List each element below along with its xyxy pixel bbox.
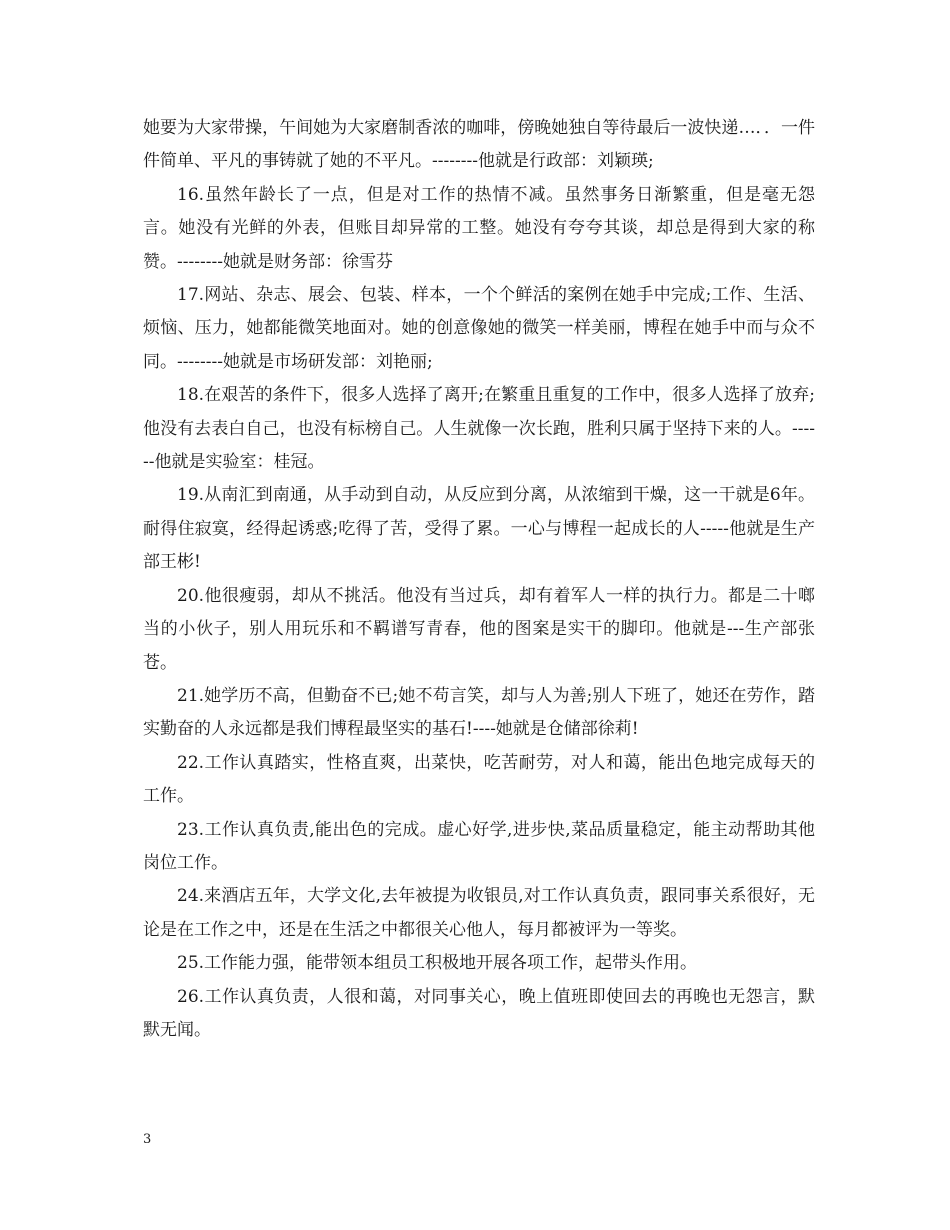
- paragraph-item-19: 19.从南汇到南通，从手动到自动，从反应到分离，从浓缩到干燥，这一干就是6年。耐得住寂寞，经得起诱惑;吃得了苦，受得了累。一心与博程一起成长的人-----他就是生产部王彬!: [143, 485, 815, 573]
- paragraph-item-17: 17.网站、杂志、展会、包装、样本，一个个鲜活的案例在她手中完成;工作、生活、烦恼、压力，她都能微笑地面对。她的创意像她的微笑一样美丽，博程在她手中而与众不同。--------她就是市场研发部：刘艳丽;: [143, 285, 815, 372]
- paragraph-item-22: 22.工作认真踏实，性格直爽，出菜快，吃苦耐劳，对人和蔼，能出色地完成每天的工作。: [143, 752, 815, 807]
- paragraph-item-25: 25.工作能力强，能带领本组员工积极地开展各项工作，起带头作用。: [177, 953, 698, 974]
- paragraph-item-23: 23.工作认真负责,能出色的完成。虚心好学,进步快,菜品质量稳定，能主动帮助其他岗位工作。: [143, 819, 815, 873]
- paragraph-item-18: 18.在艰苦的条件下，很多人选择了离开;在繁重且重复的工作中，很多人选择了放弃;他没有去表白自己，也没有标榜自己。人生就像一次长跑，胜利只属于坚持下来的人。------他就是实验室：桂冠。: [143, 385, 815, 473]
- paragraph-item-21: 21.她学历不高，但勤奋不已;她不苟言笑，却与人为善;别人下班了，她还在劳作，踏实勤奋的人永远都是我们博程最坚实的基石!----她就是仓储部徐莉!: [143, 685, 815, 740]
- paragraph-item-26: 26.工作认真负责，人很和蔼，对同事关心，晚上值班即使回去的再晚也无怨言，默默无闻。: [143, 986, 815, 1040]
- page-number: 3: [143, 1132, 152, 1147]
- document-body: [143, 112, 815, 1047]
- paragraph-item-20: 20.他很瘦弱，却从不挑活。他没有当过兵，却有着军人一样的执行力。都是二十啷当的小伙子，别人用玩乐和不羁谱写青春，他的图案是实干的脚印。他就是---生产部张苍。: [143, 585, 815, 673]
- paragraph-continuation: 她要为大家带操，午间她为大家磨制香浓的咖啡，傍晚她独自等待最后一波快递…．．一件件简单、平凡的事铸就了她的不平凡。--------他就是行政部：刘颖瑛;: [143, 118, 815, 172]
- paragraph-item-24: 24.来酒店五年，大学文化,去年被提为收银员,对工作认真负责，跟同事关系很好，无论是在工作之中，还是在生活之中都很关心他人，每月都被评为一等奖。: [143, 886, 815, 940]
- paragraph-item-16: 16.虽然年龄长了一点，但是对工作的热情不减。虽然事务日渐繁重，但是毫无怨言。她没有光鲜的外表，但账目却异常的工整。她没有夸夸其谈，却总是得到大家的称赞。--------她就是财务部：徐雪芬: [143, 184, 815, 272]
